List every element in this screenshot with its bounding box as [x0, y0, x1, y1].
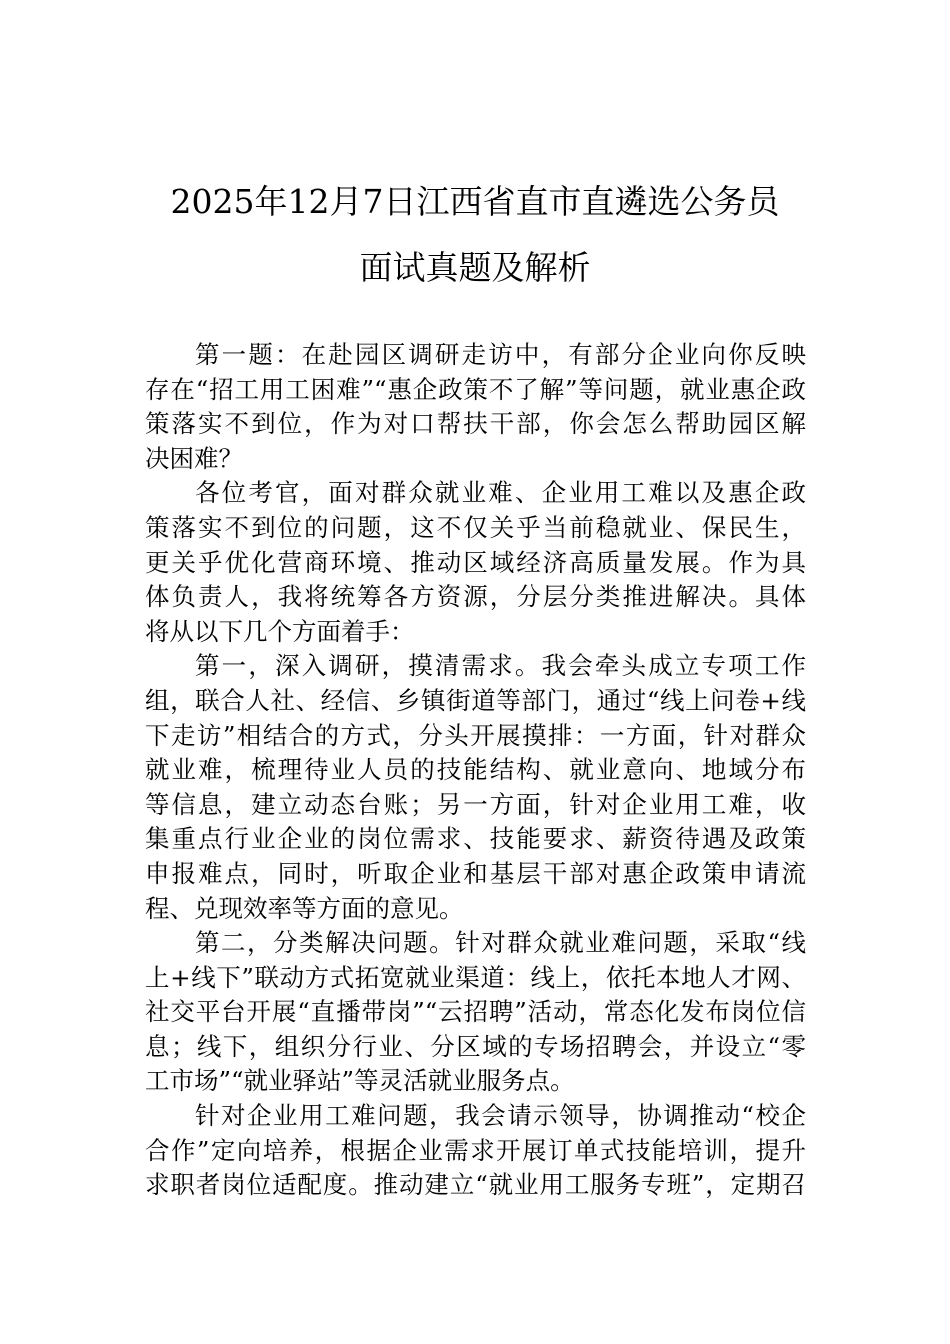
text-line: 申报难点，同时，听取企业和基层干部对惠企政策申请流 [145, 858, 806, 888]
text-line: 将从以下几个方面着手： [145, 616, 415, 646]
text-line: 各位考官，面对群众就业难、企业用工难以及惠企政 [195, 478, 806, 508]
text-line: 求职者岗位适配度。推动建立“就业用工服务专班”，定期召 [145, 1170, 806, 1200]
paragraph [145, 926, 806, 1099]
text-line: 上+线下”联动方式拓宽就业渠道：线上，依托本地人才网、 [145, 962, 806, 992]
paragraph [145, 1099, 806, 1203]
text-line: 合作”定向培养，根据企业需求开展订单式技能培训，提升 [145, 1135, 806, 1165]
document-body [145, 338, 806, 1203]
text-line: 第一，深入调研，摸清需求。我会牵头成立专项工作 [195, 651, 806, 681]
text-line: 息；线下，组织分行业、分区域的专场招聘会，并设立“零 [145, 1031, 806, 1061]
paragraph [145, 649, 806, 926]
text-line: 就业难，梳理待业人员的技能结构、就业意向、地域分布 [145, 755, 806, 785]
text-line: 体负责人，我将统筹各方资源，分层分类推进解决。具体 [145, 582, 806, 612]
text-line: 针对企业用工难问题，我会请示领导，协调推动“校企 [195, 1101, 806, 1131]
paragraph [145, 476, 806, 649]
text-line: 决困难？ [145, 443, 243, 473]
text-line: 更关乎优化营商环境、推动区域经济高质量发展。作为具 [145, 547, 806, 577]
text-line: 社交平台开展“直播带岗”“云招聘”活动，常态化发布岗位信 [145, 997, 806, 1027]
text-line: 第一题：在赴园区调研走访中，有部分企业向你反映 [195, 340, 806, 369]
text-line: 等信息，建立动态台账；另一方面，针对企业用工难，收 [145, 789, 806, 819]
text-line: 集重点行业企业的岗位需求、技能要求、薪资待遇及政策 [145, 824, 806, 854]
text-line: 组，联合人社、经信、乡镇街道等部门，通过“线上问卷+线 [145, 685, 806, 715]
text-line: 工市场”“就业驿站”等灵活就业服务点。 [145, 1066, 575, 1096]
text-line: 策落实不到位，作为对口帮扶干部，你会怎么帮助园区解 [145, 409, 806, 439]
document-title-line-2: 面试真题及解析 [359, 248, 591, 287]
paragraph [145, 338, 806, 476]
document-title-line-1: 2025年12月7日江西省直市直遴选公务员 [170, 182, 780, 221]
text-line: 存在“招工用工困难”“惠企政策不了解”等问题，就业惠企政 [145, 374, 806, 404]
text-line: 策落实不到位的问题，这不仅关乎当前稳就业、保民生， [145, 512, 806, 542]
text-line: 第二，分类解决问题。针对群众就业难问题，采取“线 [195, 928, 806, 958]
text-line: 程、兑现效率等方面的意见。 [145, 893, 464, 923]
text-line: 下走访”相结合的方式，分头开展摸排：一方面，针对群众 [145, 720, 806, 750]
